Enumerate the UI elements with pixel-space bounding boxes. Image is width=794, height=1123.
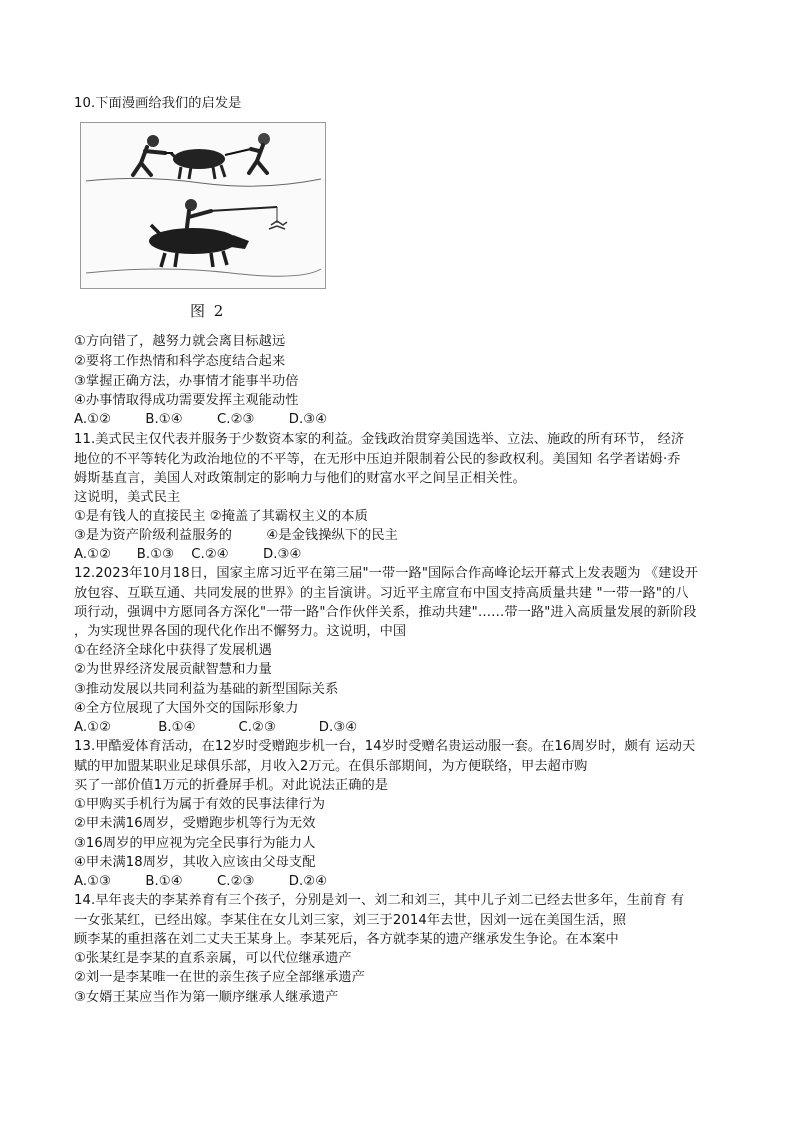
figure-caption: 图 2 bbox=[190, 302, 226, 320]
q13-stem-line-3: 买了一部价值1万元的折叠屏手机。对此说法正确的是 bbox=[74, 778, 389, 793]
cartoon-figure bbox=[80, 122, 326, 289]
q11-stem-line-2: 地位的不平等转化为政治地位的不平等，在无形中压迫并限制着公民的参政权利。美国知 名学者诺姆·乔 bbox=[74, 452, 681, 467]
q12-stem-line-2: 放包容、互联互通、共同发展的世界》的主旨演讲。习近平主席宣布中国支持高质量共建 "一带一路"的八 bbox=[74, 586, 689, 601]
q14-option-2: ②刘一是李某唯一在世的亲生孩子应全部继承遗产 bbox=[74, 970, 365, 985]
q13-option-4: ④甲未满18周岁，其收入应该由父母支配 bbox=[74, 855, 316, 870]
q12-stem-line-3: 项行动，强调中方愿同各方深化"一带一路"合作伙伴关系，推动共建"……带一路"进入高质量发展的新阶段 bbox=[74, 605, 697, 620]
q13-stem-line-1: 13.甲酷爱体育活动，在12岁时受赠跑步机一台，14岁时受赠名贵运动服一套。在16周岁时，颇有 运动天 bbox=[74, 739, 696, 754]
q13-option-3: ③16周岁的甲应视为完全民事行为能力人 bbox=[74, 836, 316, 851]
q12-option-4: ④全方位展现了大国外交的国际形象力 bbox=[74, 701, 299, 716]
q12-stem-line-1: 12.2023年10月18日，国家主席习近平在第三届"一带一路"国际合作高峰论坛开幕式上发表题为 《建设开 bbox=[74, 566, 699, 581]
q12-choices: A.①② B.①④ C.②③ D.③④ bbox=[74, 720, 358, 735]
q14-stem-line-2: 一女张某红，已经出嫁。李某住在女儿刘三家，刘三于2014年去世，因刘一远在美国生活，照 bbox=[74, 913, 627, 928]
q10-option-3: ③掌握正确方法，办事情才能事半功倍 bbox=[74, 374, 299, 389]
q11-choices: A.①② B.①③ C.②④ D.③④ bbox=[74, 547, 302, 562]
q10-choices: A.①② B.①④ C.②③ D.③④ bbox=[74, 412, 328, 427]
q10-option-1: ①方向错了，越努力就会离目标越远 bbox=[74, 334, 286, 349]
q10-stem: 10.下面漫画给我们的启发是 bbox=[74, 96, 242, 111]
q10-option-2: ②要将工作热情和科学态度结合起来 bbox=[74, 354, 286, 369]
q10-option-4: ④办事情取得成功需要发挥主观能动性 bbox=[74, 393, 299, 408]
cartoon-illustration bbox=[81, 123, 325, 288]
q14-option-3: ③女婿王某应当作为第一顺序继承人继承遗产 bbox=[74, 990, 339, 1005]
q13-choices: A.①③ B.①④ C.②③ D.②④ bbox=[74, 874, 328, 889]
q14-stem-line-3: 顾李某的重担落在刘二丈夫王某身上。李某死后，各方就李某的遗产继承发生争论。在本案中 bbox=[74, 932, 619, 947]
q14-stem-line-1: 14.早年丧夫的李某养育有三个孩子，分别是刘一、刘二和刘三，其中儿子刘二已经去世多年，生前育 有 bbox=[74, 893, 685, 908]
q11-option-line-2: ③是为资产阶级利益服务的 ④是金钱操纵下的民主 bbox=[74, 528, 398, 543]
q12-option-2: ②为世界经济发展贡献智慧和力量 bbox=[74, 662, 272, 677]
q12-stem-line-4: ，为实现世界各国的现代化作出不懈努力。这说明，中国 bbox=[74, 624, 407, 639]
q11-option-line-1: ①是有钱人的直接民主 ②掩盖了其霸权主义的本质 bbox=[74, 509, 368, 524]
q13-stem-line-2: 赋的甲加盟某职业足球俱乐部，月收入2万元。在俱乐部期间，为方便联络，甲去超市购 bbox=[74, 759, 588, 774]
q12-option-3: ③推动发展以共同利益为基础的新型国际关系 bbox=[74, 682, 339, 697]
q11-stem-line-3: 姆斯基直言，美国人对政策制定的影响力与他们的财富水平之间呈正相关性。 bbox=[74, 471, 526, 486]
q11-stem-line-1: 11.美式民主仅代表并服务于少数资本家的利益。金钱政治贯穿美国选举、立法、施政的所有环节， 经济 bbox=[74, 432, 685, 447]
q12-option-1: ①在经济全球化中获得了发展机遇 bbox=[74, 643, 272, 658]
q14-option-1: ①张某红是李某的直系亲属，可以代位继承遗产 bbox=[74, 951, 352, 966]
q13-option-2: ②甲未满16周岁，受赠跑步机等行为无效 bbox=[74, 816, 316, 831]
q11-stem-line-4: 这说明，美式民主 bbox=[74, 490, 181, 505]
q13-option-1: ①甲购买手机行为属于有效的民事法律行为 bbox=[74, 797, 326, 812]
